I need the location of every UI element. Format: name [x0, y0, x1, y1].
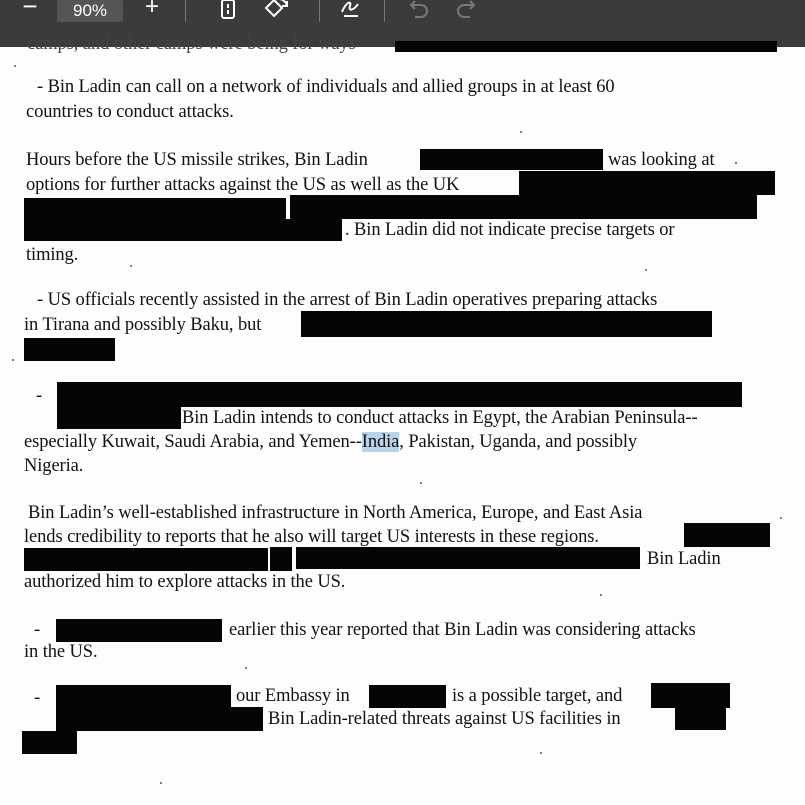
- redaction-block: [56, 619, 222, 642]
- paragraph-7-line-1a: our Embassy in: [236, 686, 350, 706]
- redo-icon: [454, 0, 478, 19]
- paragraph-6-line-1: earlier this year reported that Bin Ladin was considering attacks: [229, 620, 696, 640]
- undo-button[interactable]: [407, 0, 431, 20]
- redaction-block: [24, 219, 342, 241]
- redaction-block: [290, 195, 757, 219]
- scan-speck: [735, 162, 737, 164]
- document-page: [0, 34, 805, 805]
- paragraph-6-line-2: in the US.: [24, 642, 98, 662]
- paragraph-2-line-1b: was looking at: [608, 150, 715, 170]
- redo-button[interactable]: [454, 0, 478, 20]
- rotate-button[interactable]: [262, 0, 290, 20]
- redaction-block: [56, 707, 263, 731]
- toolbar-divider: [185, 0, 186, 22]
- paragraph-5-line-3: Bin Ladin: [647, 549, 721, 569]
- paragraph-2-line-4: timing.: [26, 245, 79, 265]
- scan-speck: [520, 131, 522, 133]
- draw-button[interactable]: [338, 0, 364, 20]
- redaction-block: [675, 708, 726, 730]
- redaction-block: [420, 149, 603, 170]
- fit-page-icon: [219, 0, 237, 20]
- paragraph-7-dash: -: [34, 688, 41, 708]
- scan-speck: [420, 482, 422, 484]
- paragraph-4-line-3: Nigeria.: [24, 456, 84, 476]
- redaction-block: [395, 41, 777, 52]
- paragraph-1-line-1: - Bin Ladin can call on a network of individuals and allied groups in at least 60: [37, 77, 615, 97]
- zoom-out-button[interactable]: −: [22, 0, 38, 21]
- redaction-block: [22, 731, 77, 754]
- paragraph-4-line-1: Bin Ladin intends to conduct attacks in Egypt, the Arabian Peninsula--: [182, 408, 698, 428]
- paragraph-5-line-1: Bin Ladin’s well-established infrastructure in North America, Europe, and East Asia: [28, 503, 643, 523]
- paragraph-2-line-1a: Hours before the US missile strikes, Bin Ladin: [26, 150, 368, 170]
- paragraph-6-dash: -: [34, 620, 41, 640]
- scan-speck: [245, 667, 247, 669]
- paragraph-7-line-2: Bin Ladin-related threats against US facilities in: [268, 709, 621, 729]
- redaction-block: [270, 547, 292, 571]
- scan-speck: [540, 752, 542, 754]
- redaction-block: [369, 685, 446, 708]
- paragraph-1-line-2: countries to conduct attacks.: [26, 102, 234, 122]
- paragraph-2-line-2: options for further attacks against the US as well as the UK: [26, 175, 460, 195]
- fit-page-button[interactable]: [217, 0, 239, 21]
- redaction-block: [651, 683, 730, 708]
- paragraph-2-line-3: . Bin Ladin did not indicate precise targets or: [345, 220, 675, 240]
- scan-speck: [130, 265, 132, 267]
- redaction-block: [24, 338, 115, 361]
- redaction-block: [684, 523, 770, 547]
- toolbar-divider: [384, 0, 385, 22]
- redaction-block: [301, 311, 712, 337]
- selected-text[interactable]: India: [361, 432, 400, 452]
- top-line-fragment: camps, and other camps were being for ways: [27, 34, 356, 54]
- paragraph-4-line-2: especially Kuwait, Saudi Arabia, and Yemen--India, Pakistan, Uganda, and possibly: [24, 432, 638, 452]
- rotate-icon: [262, 0, 290, 20]
- toolbar-divider: [319, 0, 320, 22]
- redaction-block: [24, 548, 268, 571]
- redaction-block: [296, 547, 640, 569]
- paragraph-4-dash: -: [36, 386, 43, 406]
- undo-icon: [407, 0, 431, 19]
- zoom-level-field[interactable]: 90%: [57, 0, 123, 22]
- scan-speck: [14, 65, 16, 67]
- scan-speck: [12, 359, 14, 361]
- redaction-block: [57, 407, 181, 429]
- redaction-block: [56, 685, 231, 707]
- scan-speck: [780, 517, 782, 519]
- paragraph-3-line-1: - US officials recently assisted in the arrest of Bin Ladin operatives preparing attacks: [37, 290, 658, 310]
- paragraph-7-line-1b: is a possible target, and: [452, 686, 623, 706]
- paragraph-3-line-2: in Tirana and possibly Baku, but: [24, 315, 262, 335]
- paragraph-5-line-2: lends credibility to reports that he also will target US interests in these regions.: [24, 527, 599, 547]
- scan-speck: [600, 594, 602, 596]
- draw-icon: [338, 0, 364, 20]
- zoom-in-button[interactable]: +: [144, 0, 159, 20]
- redaction-block: [57, 382, 742, 407]
- scan-speck: [645, 269, 647, 271]
- paragraph-5-line-4: authorized him to explore attacks in the US.: [24, 572, 346, 592]
- scan-speck: [160, 782, 162, 784]
- redaction-block: [519, 171, 775, 195]
